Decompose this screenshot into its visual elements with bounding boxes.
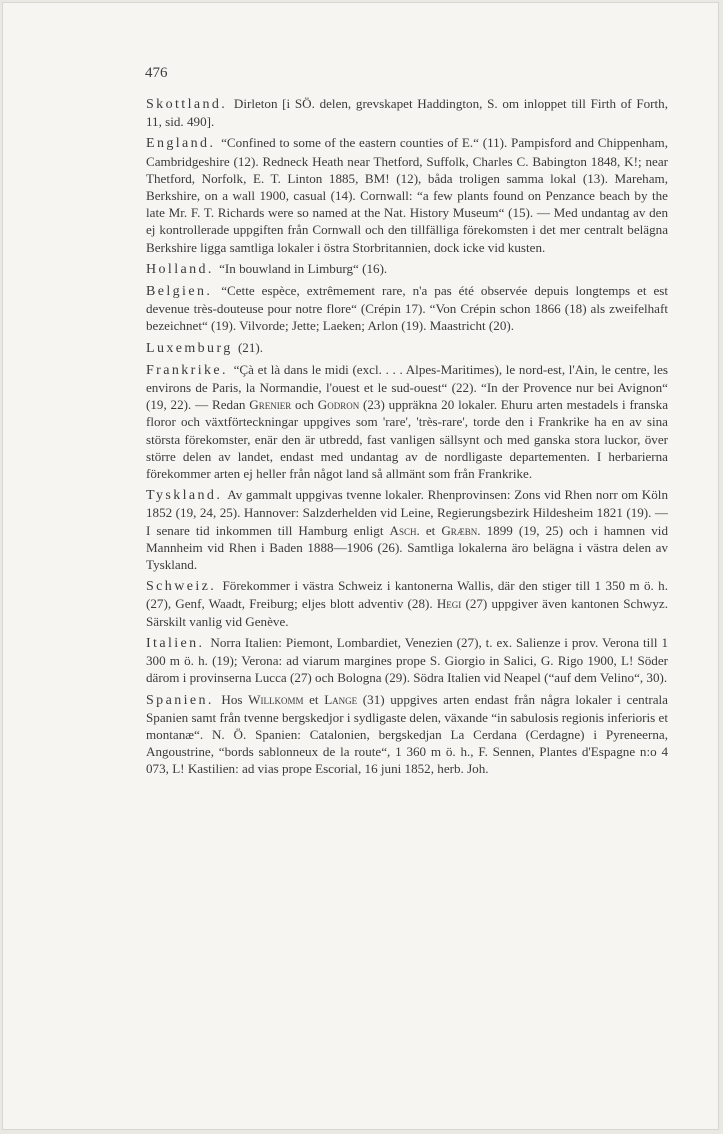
country-heading: Spanien. bbox=[146, 692, 214, 708]
paragraph-text: “Cette espèce, extrêmement rare, n'a pas été observée depuis longtemps et est devenue très-douteuse pour notre flore“ (Crépin 17). “Von Crépin schon 1866 (18) als zweifelhaft bezeichnet“ (19). Vilvorde; Jette; Laeken; Arlon (19). Maastricht (20). bbox=[146, 283, 668, 334]
author-name: Lange bbox=[324, 691, 358, 707]
paragraph-text: Av gammalt uppgivas tvenne lokaler. Rhenprovinsen: Zons vid Rhen norr om Köln 1852 (19, 24, 25). Hannover: Salzderhelden vid Leine, Regierungsbezirk Hildesheim 1821 (19). — I senare tid inkommen till Hamburg enligt bbox=[146, 487, 668, 538]
paragraph-text: (31) uppgives arten endast från några lokaler i centrala Spanien samt från tvenne bergskedjor i sydligaste delen, växande “in sabulosis regionis inferioris et montanæ“. N. Ö. Spanien: Catalonien, bergskedjan La Cerdana (Cerdagne) i Pyreneerna, Angoustrine, “bords sablonneux de la route“, 1 360 m ö. h., F. Sennen, Plantes d'Espagne n:o 4 073, L! Kastilien: ad vias prope Escorial, 16 juni 1852, herb. Joh. bbox=[146, 691, 668, 777]
country-heading: England. bbox=[146, 136, 216, 152]
paragraph-text: 1899 (19, 25) och i hamnen vid Mannheim vid Rhen i Baden 1888—1906 (26). Samtliga lokalerna äro belägna i västra delen av Tyskland. bbox=[146, 522, 668, 573]
country-heading: Italien. bbox=[146, 635, 205, 651]
author-name: Græbn. bbox=[441, 522, 481, 538]
paragraph-text: “Çà et là dans le midi (excl. . . . Alpes-Maritimes), le nord-est, l'Ain, le centre, les environs de Paris, la Normandie, l'ouest et le sud-ouest“ (22). “In der Provence nur bei Avignon“ (19, 22). — Redan bbox=[146, 361, 668, 413]
author-name: Willkomm bbox=[248, 691, 304, 707]
country-heading: Frankrike. bbox=[146, 362, 228, 378]
author-name: Godron bbox=[317, 397, 360, 413]
author-name: Grenier bbox=[249, 397, 292, 413]
paragraph-text: “In bouwland in Limburg“ (16). bbox=[215, 260, 388, 276]
paragraph bbox=[146, 486, 668, 573]
page-number: 476 bbox=[145, 65, 168, 81]
paragraph-text: (21). bbox=[234, 339, 264, 355]
paragraph bbox=[146, 282, 668, 335]
paragraph-text: Norra Italien: Piemont, Lombardiet, Venezien (27), t. ex. Salienze i prov. Verona till 1 300 m ö. h. (19); Verona: ad viarum margines prope S. Giorgio in Salici, G. Rigo 1900, L! Söder därom i provinserna Lucca (27) och Bologna (29). Södra Italien vid Neapel (“auf dem Velino“, 30). bbox=[146, 634, 668, 686]
paragraph-text: Dirleton [i SÖ. delen, grevskapet Haddington, S. om inloppet till Firth of Forth, 11, sid. 490]. bbox=[146, 96, 668, 130]
country-heading: Luxemburg bbox=[146, 340, 233, 356]
paragraph-text: (23) uppräkna 20 lokaler. Ehuru arten mestadels i franska floror och växtförteckningar uppgives som 'rare', 'très-rare', torde den i Frankrike ha en av sina största förekomster, enär den är utbredd, fast vanligen sällsynt och med ganska stora luckor, över större delen av landet, endast med undantag av de nordligaste departementen. I herbarierna förekommer arten ej heller från något land så allmänt som från Frankrike. bbox=[146, 397, 669, 482]
paragraph-text: et bbox=[419, 522, 442, 538]
paragraph bbox=[146, 691, 668, 778]
paragraph bbox=[146, 361, 668, 482]
page bbox=[2, 2, 719, 1130]
country-heading: Holland. bbox=[146, 261, 214, 277]
paragraph-text: Förekommer i västra Schweiz i kantonerna Wallis, där den stiger till 1 350 m ö. h. (27), Genf, Waadt, Freiburg; eljes blott adventiv (28). bbox=[146, 578, 668, 612]
paragraph bbox=[146, 260, 668, 278]
paragraph-text: et bbox=[303, 691, 325, 707]
paragraph bbox=[146, 577, 668, 630]
paragraph bbox=[146, 95, 668, 130]
paragraph bbox=[146, 634, 668, 687]
paragraph-text: och bbox=[291, 397, 318, 413]
country-heading: Tyskland. bbox=[146, 488, 223, 504]
paragraph bbox=[146, 339, 668, 357]
paragraph-text: (27) uppgiver även kantonen Schwyz. Särskilt vanlig vid Genève. bbox=[146, 596, 668, 629]
paragraph-text: “Confined to some of the eastern counties of E.“ (11). Pampisford and Chippenham, Cambridgeshire (12). Redneck Heath near Thetford, Suffolk, Charles C. Babington 1848, K!; near Thetford, Norfolk, E. T. Linton 1885, BM! (12), båda troligen samma lokal (13). Mareham, Berkshire, on a wall 1900, casual (14). Cornwall: “a few plants found on Penzance beach by the late Mr. F. T. Richards were so named at the Nat. History Museum“ (15). — Med undantag av den ej kontrollerade uppgiften från Cornwall och den tillfälliga förekomsten i det mer centralt belägna Berkshire ligga samtliga lokaler i östra Storbritannien, dock icke vid kusten. bbox=[146, 135, 668, 255]
body-text bbox=[146, 95, 668, 782]
paragraph bbox=[146, 134, 668, 255]
paragraph-text: Hos bbox=[215, 691, 249, 707]
author-name: Asch. bbox=[389, 522, 420, 538]
author-name: Hegi bbox=[436, 596, 462, 612]
country-heading: Schweiz. bbox=[146, 579, 217, 595]
country-heading: Belgien. bbox=[146, 284, 213, 300]
country-heading: Skottland. bbox=[146, 97, 228, 112]
